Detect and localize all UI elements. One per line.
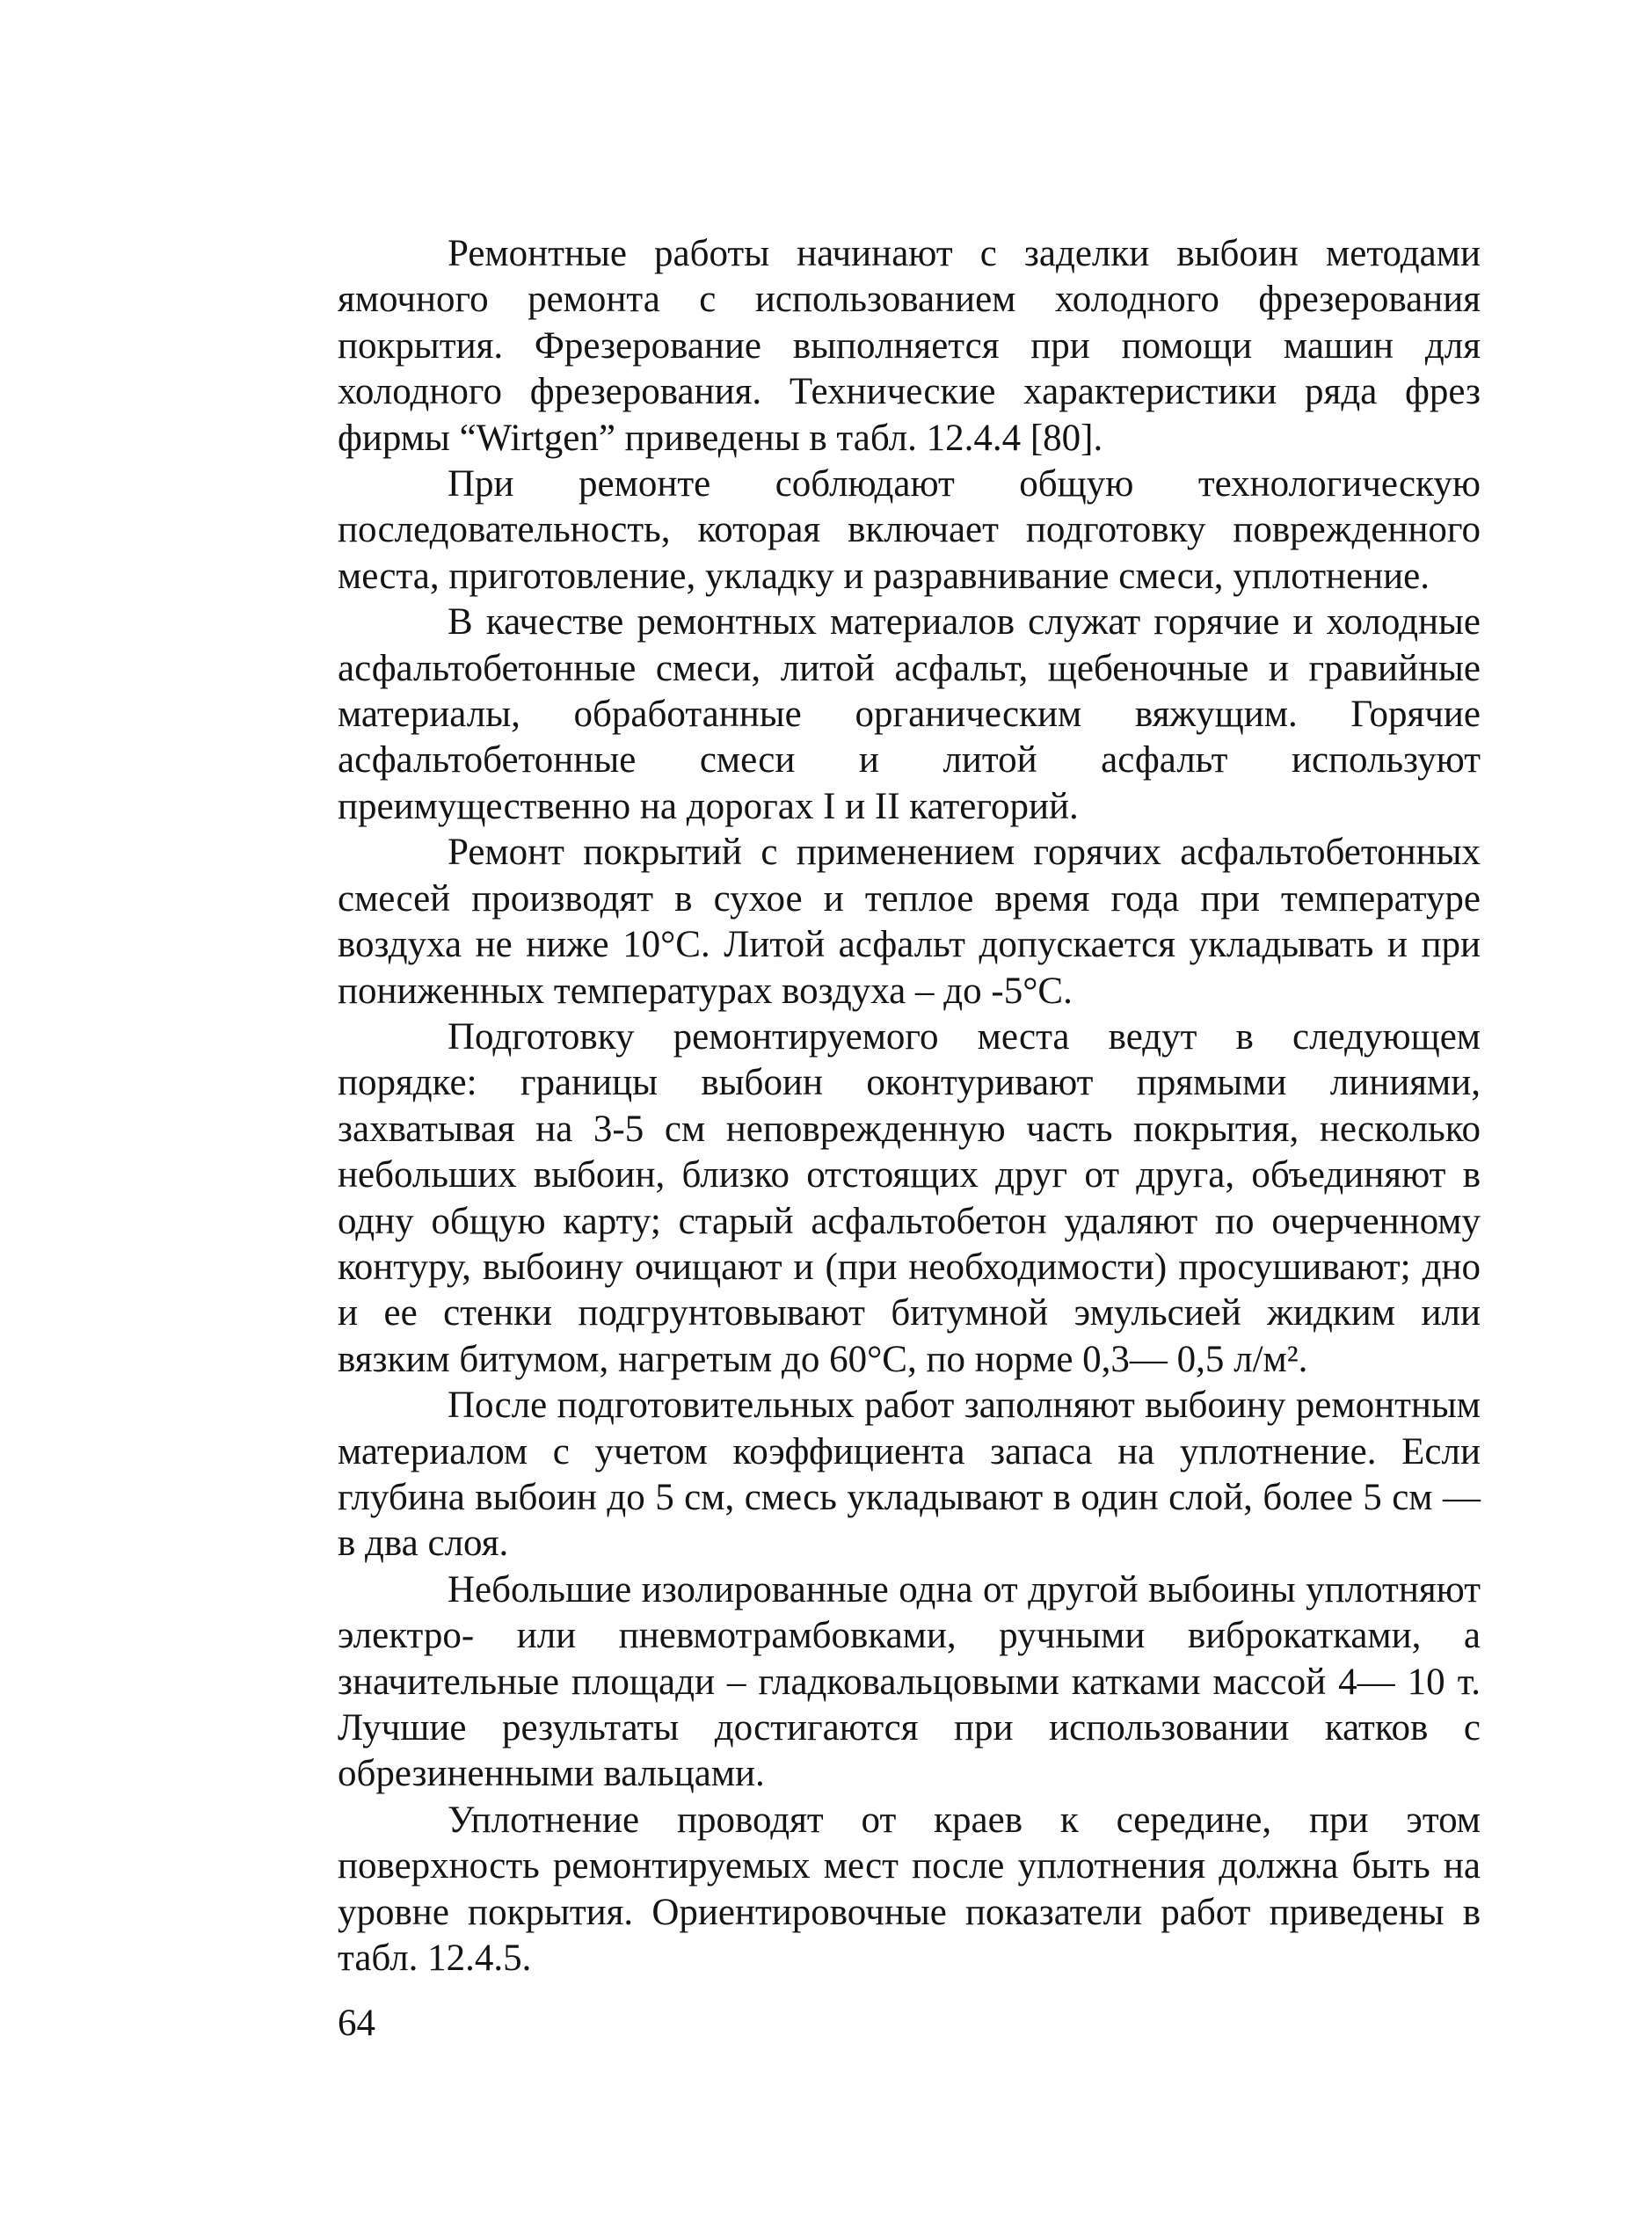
paragraph-temperature: Ремонт покрытий с применением горячих асфальтобетонных смесей производят в сухое и теплое время года при температуре воздуха не ниже 10°С. Литой асфальт допускается укладывать и при пониженных температурах воздуха – до -5°С. [338, 832, 1481, 1012]
paragraph-sequence: При ремонте соблюдают общую технологическую последовательность, которая включает подготовку поврежденного места, приготовление, укладку и разравнивание смеси, уплотнение. [338, 463, 1481, 597]
paragraph-compaction: Небольшие изолированные одна от другой выбоины уплотняют электро- или пневмотрамбовками, ручными виброкатками, а значительные площади – гладковальцовыми катками массой 4— 10 т. Лучшие результаты достигаются при использовании катков с обрезиненными вальцами. [338, 1568, 1481, 1795]
paragraph-preparation: Подготовку ремонтируемого места ведут в следующем порядке: границы выбоин оконтуривают прямыми линиями, захватывая на 3-5 см неповрежденную часть покрытия, несколько небольших выбоин, близко отстоящих друг от друга, объединяют в одну общую карту; старый асфальтобетон удаляют по очерченному контуру, выбоину очищают и (при необходимости) просушивают; дно и ее стенки подгрунтовывают битумной эмульсией жидким или вязким битумом, нагретым до 60°С, по норме 0,3— 0,5 л/м². [338, 1015, 1481, 1380]
paragraph-materials: В качестве ремонтных материалов служат горячие и холодные асфальтобетонные смеси, литой асфальт, щебеночные и гравийные материалы, обработанные органическим вяжущим. Горячие асфальтобетонные смеси и литой асфальт используют преимущественно на дорогах I и II категорий. [338, 601, 1481, 827]
paragraph-filling: После подготовительных работ заполняют выбоину ремонтным материалом с учетом коэффициента запаса на уплотнение. Если глубина выбоин до 5 см, смесь укладывают в один слой, более 5 см — в два слоя. [338, 1385, 1481, 1565]
body-text [338, 231, 1481, 1981]
page-number: 64 [338, 2003, 375, 2044]
paragraph-compaction-order: Уплотнение проводят от краев к середине, при этом поверхность ремонтируемых мест после уплотнения должна быть на уровне покрытия. Ориентировочные показатели работ приведены в табл. 12.4.5. [338, 1799, 1481, 1980]
paragraph-milling: Ремонтные работы начинают с заделки выбоин методами ямочного ремонта с использованием холодного фрезерования покрытия. Фрезерование выполняется при помощи машин для холодного фрезерования. Технические характеристики ряда фрез фирмы “Wirtgen” приведены в табл. 12.4.4 [80]. [338, 233, 1481, 459]
